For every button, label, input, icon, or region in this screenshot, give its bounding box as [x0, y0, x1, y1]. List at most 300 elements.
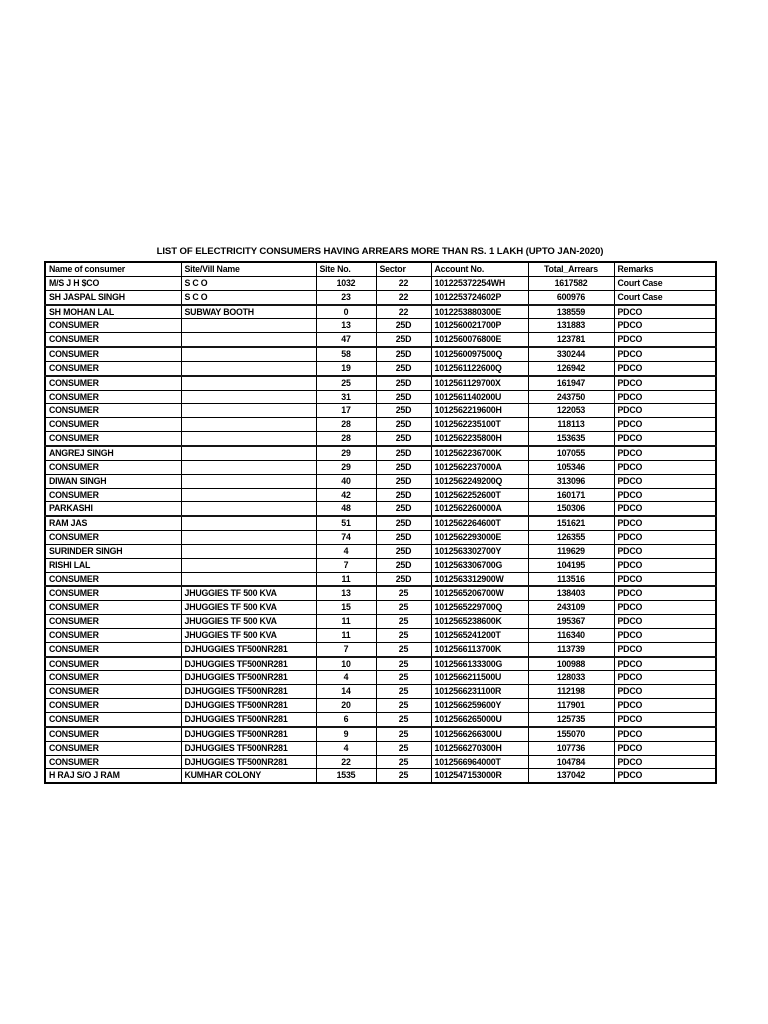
table-row: [45, 531, 716, 545]
table-cell: 14: [316, 685, 376, 699]
table-cell: DJHUGGIES TF500NR281: [181, 657, 316, 671]
table-cell: PDCO: [614, 558, 716, 572]
table-cell: 25D: [376, 516, 431, 530]
table-cell: [181, 376, 316, 390]
table-cell: 1012563306700G: [431, 558, 528, 572]
table-cell: DJHUGGIES TF500NR281: [181, 727, 316, 741]
table-cell: DJHUGGIES TF500NR281: [181, 713, 316, 727]
table-cell: 25: [316, 376, 376, 390]
table-cell: 1012565229700Q: [431, 601, 528, 615]
table-cell: 600976: [528, 290, 614, 304]
table-cell: 51: [316, 516, 376, 530]
table-cell: 11: [316, 615, 376, 629]
column-header-site-no: Site No.: [316, 262, 376, 276]
table-cell: 17: [316, 404, 376, 418]
table-cell: 20: [316, 699, 376, 713]
table-cell: 25: [376, 769, 431, 783]
table-cell: [181, 558, 316, 572]
table-cell: CONSUMER: [45, 404, 181, 418]
table-cell: 118113: [528, 418, 614, 432]
table-cell: PDCO: [614, 474, 716, 488]
table-cell: 25: [376, 671, 431, 685]
table-cell: H RAJ S/O J RAM: [45, 769, 181, 783]
table-cell: PDCO: [614, 361, 716, 375]
table-cell: PDCO: [614, 502, 716, 516]
table-cell: 1012565206700W: [431, 586, 528, 600]
table-cell: [181, 333, 316, 347]
table-cell: 1012253724602P: [431, 290, 528, 304]
table-row: [45, 488, 716, 502]
table-row: [45, 319, 716, 333]
table-cell: 29: [316, 460, 376, 474]
arrears-table: [44, 261, 717, 784]
table-row: [45, 586, 716, 600]
table-cell: CONSUMER: [45, 347, 181, 361]
table-cell: 150306: [528, 502, 614, 516]
table-cell: 25D: [376, 474, 431, 488]
table-cell: 25D: [376, 347, 431, 361]
table-row: [45, 390, 716, 404]
table-header: [45, 262, 716, 276]
table-cell: 9: [316, 727, 376, 741]
table-cell: CONSUMER: [45, 657, 181, 671]
table-cell: CONSUMER: [45, 390, 181, 404]
table-cell: PDCO: [614, 432, 716, 446]
table-row: [45, 376, 716, 390]
table-row: [45, 713, 716, 727]
table-cell: 1012560021700P: [431, 319, 528, 333]
table-cell: 161947: [528, 376, 614, 390]
table-cell: 1012565238600K: [431, 615, 528, 629]
table-cell: 25D: [376, 319, 431, 333]
table-cell: 25: [376, 601, 431, 615]
table-cell: M/S J H $CO: [45, 276, 181, 290]
table-cell: 117901: [528, 699, 614, 713]
table-cell: 25D: [376, 446, 431, 460]
column-header-remarks: Remarks: [614, 262, 716, 276]
column-header-site-vill-name: Site/Vill Name: [181, 262, 316, 276]
table-row: [45, 276, 716, 290]
table-cell: CONSUMER: [45, 586, 181, 600]
table-cell: 1012562249200Q: [431, 474, 528, 488]
table-cell: 25D: [376, 460, 431, 474]
table-cell: 74: [316, 531, 376, 545]
table-cell: 25D: [376, 333, 431, 347]
table-cell: 28: [316, 418, 376, 432]
table-cell: PDCO: [614, 531, 716, 545]
table-cell: CONSUMER: [45, 572, 181, 586]
table-cell: 4: [316, 741, 376, 755]
table-cell: PDCO: [614, 642, 716, 656]
table-row: [45, 516, 716, 530]
table-cell: 25D: [376, 376, 431, 390]
table-cell: 1012563302700Y: [431, 544, 528, 558]
table-cell: 29: [316, 446, 376, 460]
table-cell: 113739: [528, 642, 614, 656]
table-cell: PARKASHI: [45, 502, 181, 516]
table-cell: 25D: [376, 488, 431, 502]
table-row: [45, 460, 716, 474]
table-cell: 122053: [528, 404, 614, 418]
table-row: [45, 404, 716, 418]
table-cell: DJHUGGIES TF500NR281: [181, 755, 316, 769]
table-cell: SURINDER SINGH: [45, 544, 181, 558]
table-cell: [181, 404, 316, 418]
table-cell: 25: [376, 685, 431, 699]
table-cell: PDCO: [614, 755, 716, 769]
table-cell: 125735: [528, 713, 614, 727]
table-cell: PDCO: [614, 319, 716, 333]
table-cell: 22: [316, 755, 376, 769]
table-cell: 58: [316, 347, 376, 361]
table-cell: JHUGGIES TF 500 KVA: [181, 628, 316, 642]
table-cell: DJHUGGIES TF500NR281: [181, 642, 316, 656]
table-cell: PDCO: [614, 601, 716, 615]
table-cell: [181, 502, 316, 516]
table-row: [45, 685, 716, 699]
table-cell: [181, 488, 316, 502]
table-cell: ANGREJ SINGH: [45, 446, 181, 460]
table-cell: CONSUMER: [45, 671, 181, 685]
table-cell: RAM JAS: [45, 516, 181, 530]
table-cell: 13: [316, 586, 376, 600]
table-cell: 4: [316, 544, 376, 558]
table-cell: CONSUMER: [45, 361, 181, 375]
table-cell: 128033: [528, 671, 614, 685]
column-header-account-no: Account No.: [431, 262, 528, 276]
table-cell: [181, 460, 316, 474]
table-cell: KUMHAR COLONY: [181, 769, 316, 783]
table-cell: CONSUMER: [45, 488, 181, 502]
table-cell: 25D: [376, 544, 431, 558]
table-cell: 1012566211500U: [431, 671, 528, 685]
table-cell: 1012562235800H: [431, 432, 528, 446]
table-cell: PDCO: [614, 615, 716, 629]
table-row: [45, 333, 716, 347]
table-cell: 1012560076800E: [431, 333, 528, 347]
table-cell: 1012566964000T: [431, 755, 528, 769]
table-cell: 7: [316, 642, 376, 656]
table-cell: CONSUMER: [45, 531, 181, 545]
table-cell: 107055: [528, 446, 614, 460]
table-cell: CONSUMER: [45, 376, 181, 390]
table-cell: PDCO: [614, 699, 716, 713]
column-header-total-arrears: Total_Arrears: [528, 262, 614, 276]
table-row: [45, 642, 716, 656]
table-cell: PDCO: [614, 727, 716, 741]
table-row: [45, 290, 716, 304]
table-cell: 1012565241200T: [431, 628, 528, 642]
table-cell: 25D: [376, 404, 431, 418]
table-cell: PDCO: [614, 769, 716, 783]
table-cell: 1012566133300G: [431, 657, 528, 671]
table-cell: JHUGGIES TF 500 KVA: [181, 601, 316, 615]
table-row: [45, 769, 716, 783]
table-cell: PDCO: [614, 516, 716, 530]
table-cell: [181, 474, 316, 488]
table-cell: 23: [316, 290, 376, 304]
table-cell: [181, 516, 316, 530]
table-cell: PDCO: [614, 376, 716, 390]
table-cell: 1012561129700X: [431, 376, 528, 390]
table-cell: 330244: [528, 347, 614, 361]
table-cell: 25D: [376, 390, 431, 404]
table-row: [45, 558, 716, 572]
table-row: [45, 474, 716, 488]
table-cell: 25D: [376, 361, 431, 375]
table-cell: 10: [316, 657, 376, 671]
table-cell: [181, 347, 316, 361]
table-cell: [181, 446, 316, 460]
table-cell: 13: [316, 319, 376, 333]
table-cell: 1012562293000E: [431, 531, 528, 545]
table-cell: [181, 361, 316, 375]
column-header-sector: Sector: [376, 262, 431, 276]
table-cell: 28: [316, 432, 376, 446]
table-cell: 107736: [528, 741, 614, 755]
table-cell: 1012562235100T: [431, 418, 528, 432]
table-cell: 25D: [376, 418, 431, 432]
table-cell: 126355: [528, 531, 614, 545]
table-cell: PDCO: [614, 488, 716, 502]
table-cell: 48: [316, 502, 376, 516]
table-cell: CONSUMER: [45, 741, 181, 755]
table-cell: [181, 418, 316, 432]
table-cell: PDCO: [614, 404, 716, 418]
table-cell: Court Case: [614, 276, 716, 290]
table-cell: PDCO: [614, 418, 716, 432]
table-row: [45, 741, 716, 755]
table-cell: 112198: [528, 685, 614, 699]
table-cell: 1535: [316, 769, 376, 783]
table-cell: 25D: [376, 502, 431, 516]
table-cell: 0: [316, 305, 376, 319]
table-cell: 25D: [376, 558, 431, 572]
table-cell: CONSUMER: [45, 699, 181, 713]
page-title: LIST OF ELECTRICITY CONSUMERS HAVING ARREARS MORE THAN RS. 1 LAKH (UPTO JAN-2020): [156, 246, 604, 257]
table-cell: RISHI LAL: [45, 558, 181, 572]
table-cell: 15: [316, 601, 376, 615]
table-cell: PDCO: [614, 347, 716, 361]
table-cell: 25: [376, 615, 431, 629]
table-cell: 25: [376, 713, 431, 727]
table-cell: CONSUMER: [45, 685, 181, 699]
table-cell: 25: [376, 642, 431, 656]
table-cell: PDCO: [614, 657, 716, 671]
table-cell: 1012566270300H: [431, 741, 528, 755]
table-row: [45, 305, 716, 319]
table-cell: Court Case: [614, 290, 716, 304]
table-row: [45, 572, 716, 586]
table-cell: 22: [376, 276, 431, 290]
table-cell: 25: [376, 727, 431, 741]
table-cell: 31: [316, 390, 376, 404]
table-cell: 1617582: [528, 276, 614, 290]
table-cell: PDCO: [614, 586, 716, 600]
table-cell: PDCO: [614, 572, 716, 586]
table-cell: 25D: [376, 572, 431, 586]
table-cell: 138403: [528, 586, 614, 600]
table-cell: 104195: [528, 558, 614, 572]
table-cell: PDCO: [614, 305, 716, 319]
header-row: [45, 262, 716, 276]
table-cell: SH MOHAN LAL: [45, 305, 181, 319]
table-cell: CONSUMER: [45, 628, 181, 642]
table-cell: 116340: [528, 628, 614, 642]
table-cell: CONSUMER: [45, 615, 181, 629]
table-cell: [181, 432, 316, 446]
table-cell: DJHUGGIES TF500NR281: [181, 685, 316, 699]
table-cell: 1012562219600H: [431, 404, 528, 418]
table-cell: 1012562236700K: [431, 446, 528, 460]
table-cell: 47: [316, 333, 376, 347]
table-cell: 243109: [528, 601, 614, 615]
table-cell: 1012561122600Q: [431, 361, 528, 375]
table-cell: 25: [376, 586, 431, 600]
table-cell: DJHUGGIES TF500NR281: [181, 671, 316, 685]
table-cell: 1012562252600T: [431, 488, 528, 502]
table-cell: CONSUMER: [45, 713, 181, 727]
table-row: [45, 657, 716, 671]
table-cell: SUBWAY BOOTH: [181, 305, 316, 319]
table-cell: CONSUMER: [45, 727, 181, 741]
table-cell: DJHUGGIES TF500NR281: [181, 699, 316, 713]
table-cell: 4: [316, 671, 376, 685]
table-cell: 40: [316, 474, 376, 488]
table-cell: PDCO: [614, 390, 716, 404]
table-cell: CONSUMER: [45, 333, 181, 347]
table-cell: 25D: [376, 432, 431, 446]
table-row: [45, 727, 716, 741]
table-row: [45, 446, 716, 460]
table-cell: PDCO: [614, 446, 716, 460]
table-cell: 100988: [528, 657, 614, 671]
table-cell: 105346: [528, 460, 614, 474]
table-cell: CONSUMER: [45, 601, 181, 615]
table-cell: 1012566265000U: [431, 713, 528, 727]
table-cell: 1012562260000A: [431, 502, 528, 516]
table-cell: CONSUMER: [45, 755, 181, 769]
table-cell: S C O: [181, 276, 316, 290]
table-cell: [181, 390, 316, 404]
table-row: [45, 628, 716, 642]
table-row: [45, 544, 716, 558]
table-cell: 25: [376, 741, 431, 755]
table-cell: 1012562237000A: [431, 460, 528, 474]
table-cell: 1012562264600T: [431, 516, 528, 530]
column-header-name-of-consumer: Name of consumer: [45, 262, 181, 276]
table-cell: 11: [316, 628, 376, 642]
table-cell: 1012563312900W: [431, 572, 528, 586]
table-cell: 160171: [528, 488, 614, 502]
table-cell: 104784: [528, 755, 614, 769]
table-cell: 151621: [528, 516, 614, 530]
table-cell: DIWAN SINGH: [45, 474, 181, 488]
table-cell: PDCO: [614, 628, 716, 642]
table-cell: 1012566266300U: [431, 727, 528, 741]
table-cell: 1032: [316, 276, 376, 290]
table-cell: [181, 572, 316, 586]
table-cell: CONSUMER: [45, 642, 181, 656]
table-cell: CONSUMER: [45, 319, 181, 333]
table-cell: DJHUGGIES TF500NR281: [181, 741, 316, 755]
table-row: [45, 671, 716, 685]
table-row: [45, 418, 716, 432]
table-row: [45, 755, 716, 769]
table-cell: 25D: [376, 531, 431, 545]
table-cell: JHUGGIES TF 500 KVA: [181, 615, 316, 629]
table-cell: CONSUMER: [45, 460, 181, 474]
table-cell: 1012566231100R: [431, 685, 528, 699]
table-cell: 131883: [528, 319, 614, 333]
table-cell: [181, 544, 316, 558]
table-cell: 1012253880300E: [431, 305, 528, 319]
table-cell: 1012547153000R: [431, 769, 528, 783]
table-cell: CONSUMER: [45, 418, 181, 432]
table-cell: 25: [376, 755, 431, 769]
table-cell: 153635: [528, 432, 614, 446]
table-row: [45, 615, 716, 629]
table-cell: PDCO: [614, 460, 716, 474]
table-cell: 1012566259600Y: [431, 699, 528, 713]
table-cell: 22: [376, 290, 431, 304]
table-cell: 1012566113700K: [431, 642, 528, 656]
table-cell: 101225372254WH: [431, 276, 528, 290]
table-cell: 243750: [528, 390, 614, 404]
table-cell: 313096: [528, 474, 614, 488]
table-cell: 1012561140200U: [431, 390, 528, 404]
table-row: [45, 601, 716, 615]
table-cell: 195367: [528, 615, 614, 629]
table-cell: 19: [316, 361, 376, 375]
table-cell: PDCO: [614, 544, 716, 558]
table-cell: 7: [316, 558, 376, 572]
table-cell: PDCO: [614, 333, 716, 347]
table-cell: S C O: [181, 290, 316, 304]
table-body: [45, 276, 716, 783]
table-cell: [181, 319, 316, 333]
table-cell: JHUGGIES TF 500 KVA: [181, 586, 316, 600]
table-cell: [181, 531, 316, 545]
table-cell: 25: [376, 628, 431, 642]
table-cell: 137042: [528, 769, 614, 783]
table-cell: PDCO: [614, 713, 716, 727]
table-cell: 6: [316, 713, 376, 727]
table-row: [45, 432, 716, 446]
table-cell: 1012560097500Q: [431, 347, 528, 361]
table-cell: SH JASPAL SINGH: [45, 290, 181, 304]
table-cell: 22: [376, 305, 431, 319]
table-cell: PDCO: [614, 671, 716, 685]
table-row: [45, 361, 716, 375]
table-cell: 119629: [528, 544, 614, 558]
table-cell: 42: [316, 488, 376, 502]
table-cell: 126942: [528, 361, 614, 375]
table-cell: 113516: [528, 572, 614, 586]
table-cell: 11: [316, 572, 376, 586]
table-cell: 123781: [528, 333, 614, 347]
table-row: [45, 347, 716, 361]
table-cell: PDCO: [614, 685, 716, 699]
table-cell: 138559: [528, 305, 614, 319]
table-cell: CONSUMER: [45, 432, 181, 446]
table-cell: 155070: [528, 727, 614, 741]
table-row: [45, 699, 716, 713]
table-cell: 25: [376, 699, 431, 713]
table-row: [45, 502, 716, 516]
table-cell: 25: [376, 657, 431, 671]
table-cell: PDCO: [614, 741, 716, 755]
